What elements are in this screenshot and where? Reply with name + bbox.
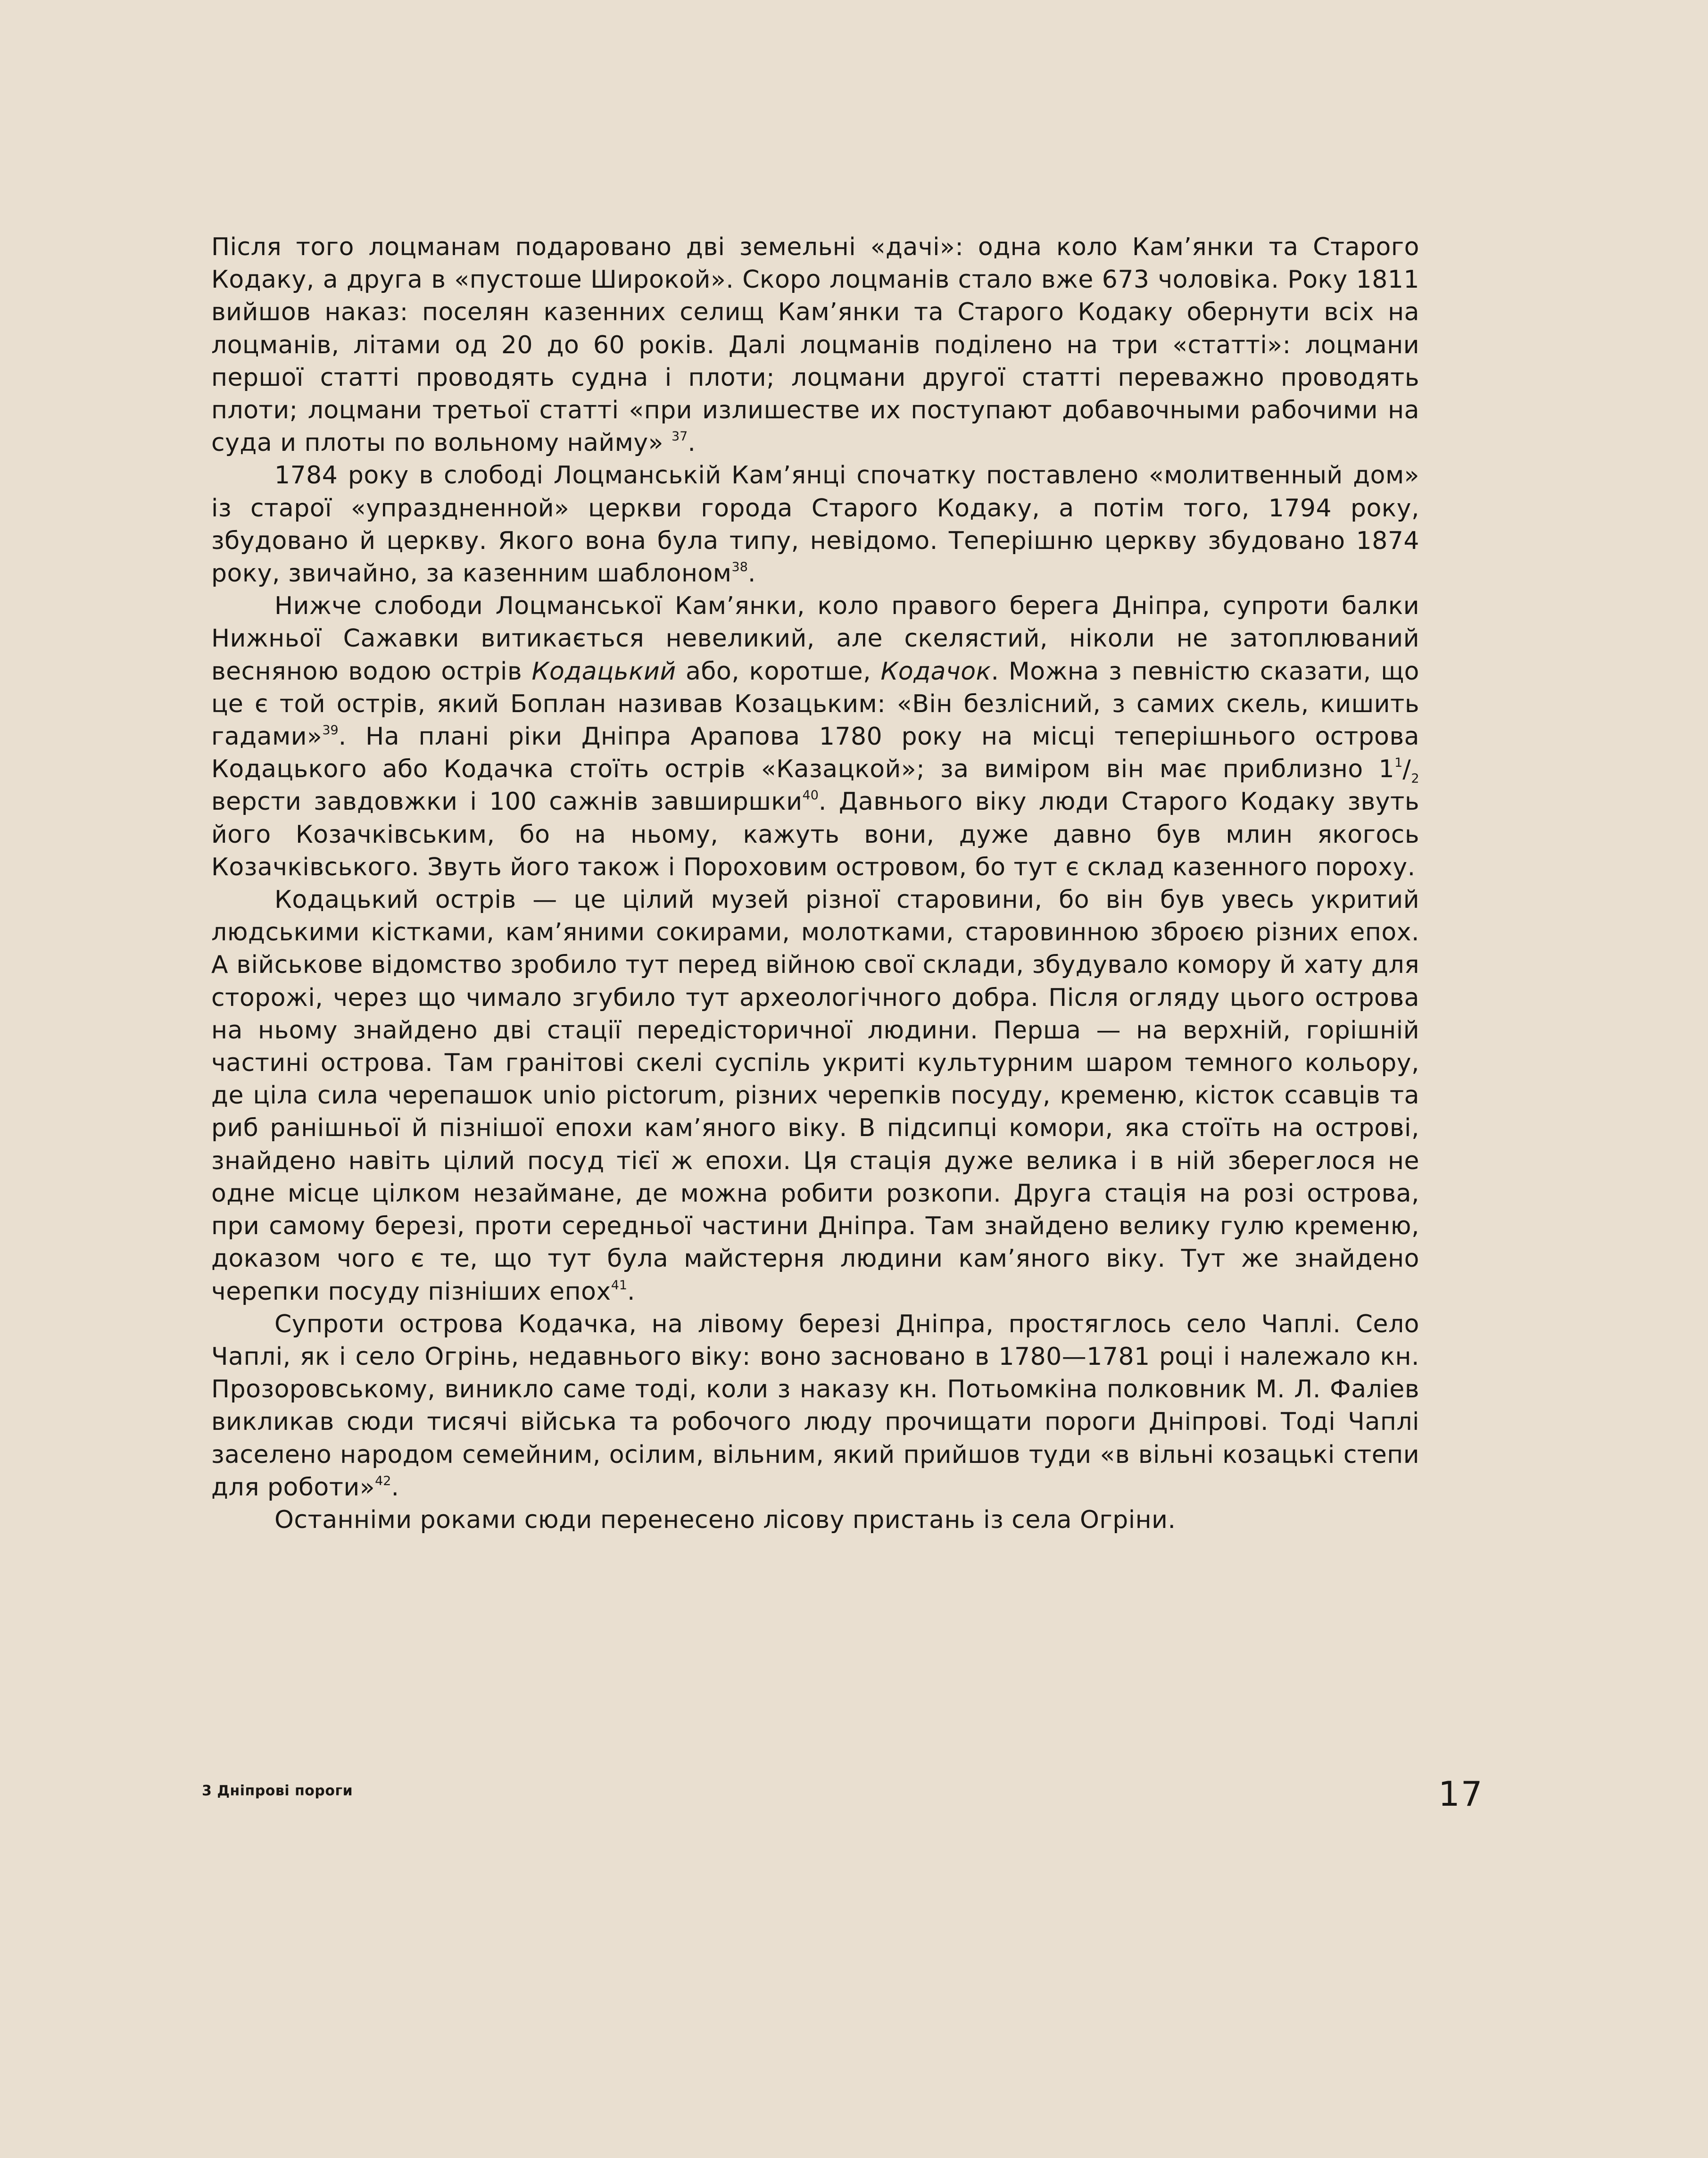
paragraph-tail: . — [391, 1473, 399, 1502]
signature-mark: 3 Дніпрові пороги — [202, 1783, 353, 1799]
paragraph-text: . Можна з певністю сказати, що це є той острів, який Боплан називав Козацьким: «Він безлісний, з самих скель, кишить гадами» — [211, 657, 1419, 751]
paragraph-1 — [211, 231, 1419, 459]
paragraph-text: версти завдовжки і 100 сажнів завширшки — [211, 788, 803, 816]
paragraph-4 — [211, 884, 1419, 1308]
paragraph-3: Нижче слободи Лоцманської Кам’янки, коло правого берега Дніпра, супроти балки Нижньої Сажавки витикається невеликий, але скелястий, ніколи не затоплюваний весняною водою острів Кодацький або, коротше, Кодачок. Можна з певністю сказати, що це є той острів, який Боплан називав Козацьким: «Він безлісний, з самих скель, кишить гадами»$^{39}$. На плані ріки Дніпра Арапова 1780 року на місці теперішнього острова Кодацького або Кодачка стоїть острів «Казацкой»; за виміром він має приблизно $1^1/_2$ версти завдовжки і 100 сажнів завширшки$^{40}$. Давнього віку люди Старого Кодаку звуть його Козачківським, бо на ньому, кажуть вони, дуже давно був млин якогось Козачківського. Звуть його також і Пороховим островом, бо тут є склад казенного пороху. — [211, 592, 1419, 881]
footnote-ref: 40 — [802, 788, 819, 803]
fraction-denominator: 2 — [1411, 771, 1419, 786]
page-number: 17 — [1438, 1774, 1484, 1814]
footnote-ref: 37 — [672, 429, 688, 444]
paragraph-text: або, коротше, — [676, 657, 881, 686]
island-name-italic: Кодачок — [880, 657, 991, 686]
footnote-ref: 41 — [611, 1278, 628, 1293]
footnote-ref: 42 — [375, 1473, 391, 1488]
fraction-numerator: 1 — [1394, 755, 1403, 771]
paragraph-tail: . — [747, 559, 756, 588]
paragraph-6 — [211, 1504, 1419, 1536]
paragraph-text: Супроти острова Кодачка, на лівому березі Дніпра, простяглось село Чаплі. Село Чаплі, як і село Огрінь, недавнього віку: воно засновано в 1780—1781 році і належало кн. Прозоровському, виникло саме тоді, коли з наказу кн. Потьомкіна полковник М. Л. Фаліев викликав сюди тисячі війська та робочого люду прочищати пороги Дніпрові. Тоді Чаплі заселено народом семейним, осілим, вільним, який прийшов туди «в вільні козацькі степи для роботи» — [211, 1310, 1419, 1502]
paragraph-text: . Давнього віку люди Старого Кодаку звуть його Козачківським, бо на ньому, кажуть вони, дуже давно був млин якогось Козачківського. Звуть його також і Пороховим островом, бо тут є склад казенного пороху. — [211, 788, 1419, 881]
paragraph-5 — [211, 1308, 1419, 1504]
paragraph-text: 1784 року в слободі Лоцманській Кам’янці спочатку поставлено «молитвенный дом» із старої «упраздненной» церкви города Старого Кодаку, а потім того, 1794 року, збудовано й церкву. Якого вона була типу, невідомо. Теперішню церкву збудовано 1874 року, звичайно, за казенним шаблоном — [211, 461, 1419, 588]
paragraph-text: Після того лоцманам подаровано дві земельні «дачі»: одна коло Кам’янки та Старого Кодаку, а друга в «пустоше Широкой». Скоро лоцманів стало вже 673 чоловіка. Року 1811 вийшов наказ: поселян казенних селищ Кам’янки та Старого Кодаку обернути всіх на лоцманів, літами од 20 до 60 років. Далі лоцманів поділено на три «статті»: лоцмани першої статті проводять судна і плоти; лоцмани другої статті переважно проводять плоти; лоцмани третьої статті «при излишестве их поступают добавочными рабочими на суда и плоты по вольному найму» — [211, 233, 1419, 457]
paragraph-tail: . — [627, 1277, 636, 1306]
paragraph-text: . На плані ріки Дніпра Арапова 1780 року на місці теперішнього острова Кодацького або Кодачка стоїть острів «Казацкой»; за виміром він має приблизно 1 — [211, 722, 1419, 784]
paragraph-text: Нижче слободи Лоцманської Кам’янки, коло правого берега Дніпра, супроти балки Нижньої Сажавки витикається невеликий, але скелястий, ніколи не затоплюваний весняною водою острів — [211, 592, 1419, 686]
paragraph-text: Останніми роками сюди перенесено лісову пристань із села Огріни. — [274, 1505, 1176, 1534]
paragraph-text: Кодацький острів — це цілий музей різної старовини, бо він був увесь укритий людськими кістками, кам’яними сокирами, молотками, старовинною зброєю різних епох. А військове відомство зробило тут перед війною свої склади, збудувало комору й хату для сторожі, через що чимало згубило тут археологічного добра. Після огляду цього острова на ньому знайдено дві стації передісторичної людини. Перша — на верхній, горішній частині острова. Там гранітові скелі суспіль укриті культурним шаром темного кольору, де ціла сила черепашок unio pictorum, різних черепків посуду, кременю, кісток ссавців та риб ранішньої й пізнішої епохи кам’яного віку. В підсипці комори, яка стоїть на острові, знайдено навіть цілий посуд тієї ж епохи. Ця стація дуже велика і в ній збереглося не одне місце цілком незаймане, де можна робити розкопи. Друга стація на розі острова, при самому березі, проти середньої частини Дніпра. Там знайдено велику гулю кременю, доказом чого є те, що тут була майстерня людини кам’яного віку. Тут же знайдено черепки посуду пізніших епох — [211, 886, 1419, 1306]
paragraph-tail: . — [688, 429, 696, 457]
paragraph-2 — [211, 459, 1419, 590]
island-name-italic: Кодацький — [531, 657, 676, 686]
footnote-ref: 38 — [731, 560, 748, 575]
footnote-ref: 39 — [322, 723, 339, 738]
page-body — [211, 231, 1419, 1536]
